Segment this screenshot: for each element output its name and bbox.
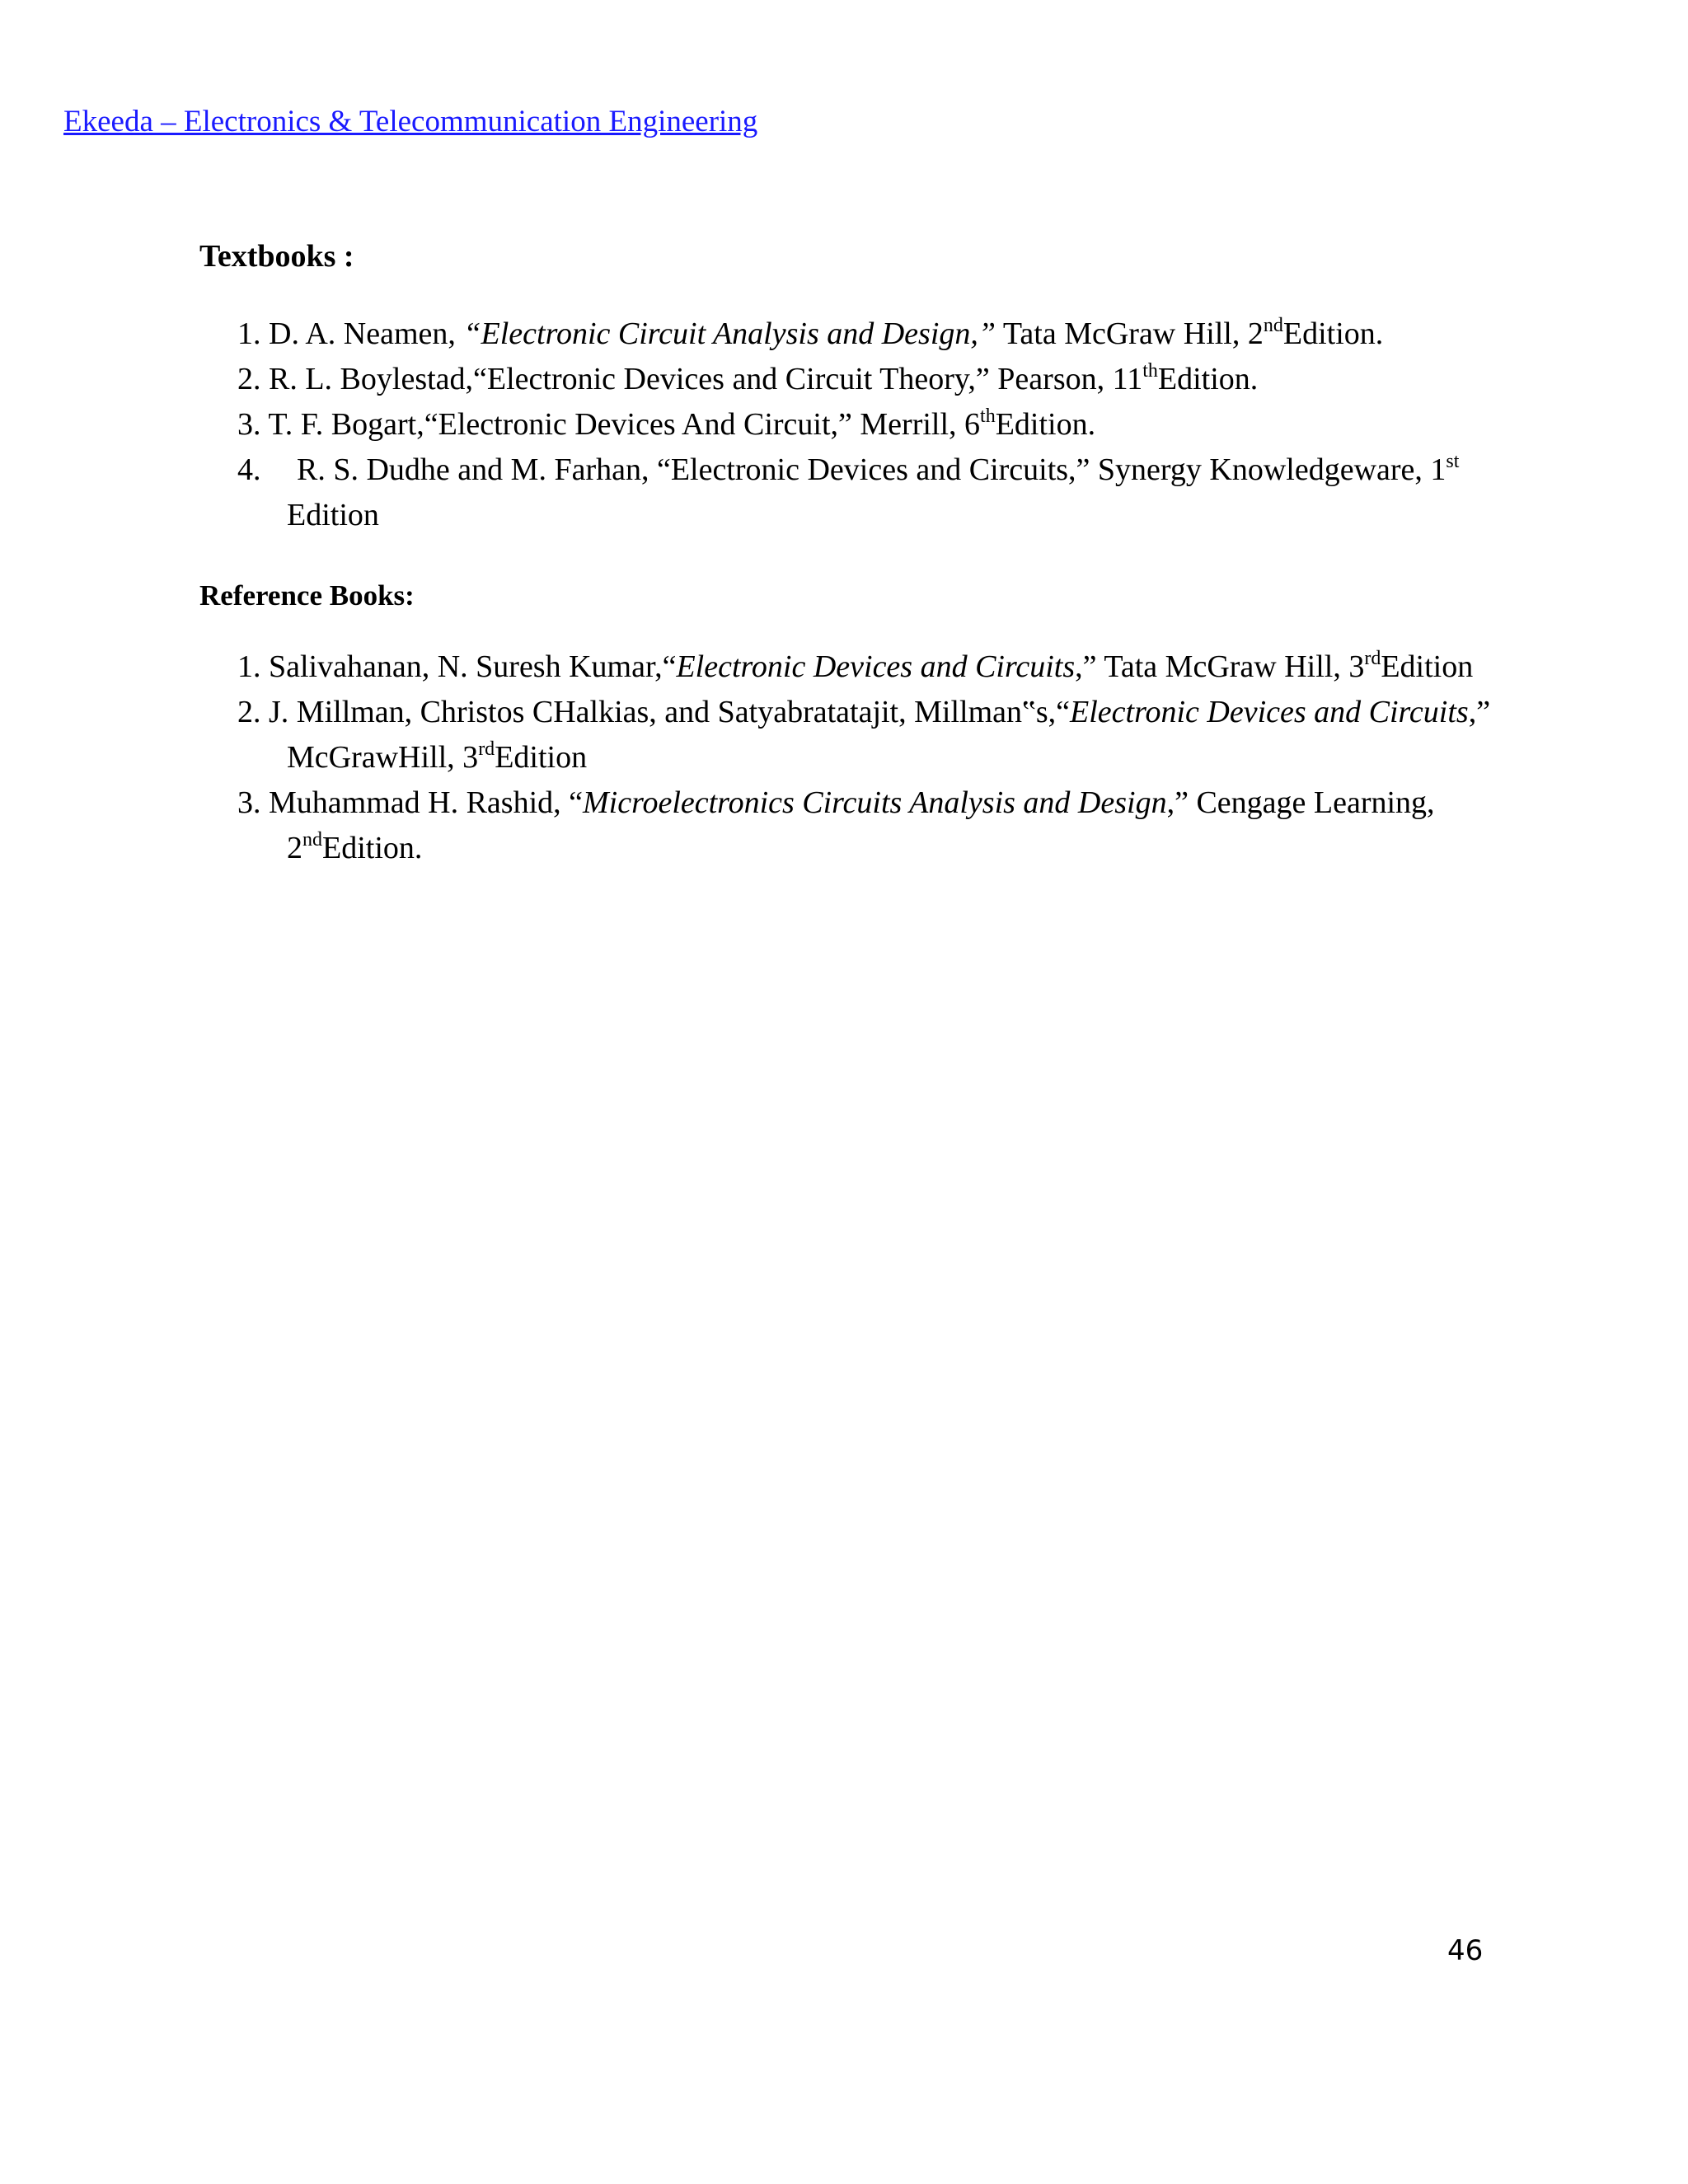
entry-publisher: Pearson, 11 <box>989 362 1143 396</box>
page-number: 46 <box>1447 1934 1484 1967</box>
entry-edition: Edition <box>1381 649 1474 684</box>
entry-publisher: ,” McGrawHill, 3 <box>287 695 1491 775</box>
entry-edition-suffix: th <box>980 405 996 427</box>
entry-number: 1. <box>237 649 261 684</box>
textbooks-list <box>237 312 1523 538</box>
header-link[interactable]: Ekeeda – Electronics & Telecommunication Engineering <box>63 105 758 138</box>
textbook-entry-4 <box>237 448 1523 538</box>
entry-title: “Electronic Devices and Circuit Theory,” <box>473 362 990 396</box>
entry-number: 1. <box>237 316 261 351</box>
entry-publisher: ,” Tata McGraw Hill, 3 <box>1075 649 1365 684</box>
textbook-entry-2 <box>237 357 1523 402</box>
entry-authors: D. A. Neamen, <box>269 316 464 351</box>
entry-number: 2. <box>237 695 261 729</box>
entry-edition-suffix: st <box>1446 451 1460 472</box>
entry-authors: T. F. Bogart, <box>268 407 424 442</box>
entry-authors: J. Millman, Christos CHalkias, and Satyabratatajit, Millman‟s,“ <box>269 695 1071 729</box>
entry-edition: Edition <box>287 498 379 532</box>
entry-title: Microelectronics Circuits Analysis and Design <box>583 785 1167 820</box>
reference-entry-3 <box>237 780 1523 871</box>
entry-edition-suffix: rd <box>478 738 495 760</box>
entry-title: “Electronic Circuit Analysis and Design,” <box>463 316 996 351</box>
entry-authors: Muhammad H. Rashid, “ <box>269 785 584 820</box>
entry-title: “Electronic Devices And Circuit,” <box>424 407 852 442</box>
textbook-entry-1 <box>237 312 1523 357</box>
entry-number: 3. <box>237 785 261 820</box>
entry-title: Electronic Devices and Circuits <box>1070 695 1469 729</box>
entry-edition: Edition <box>495 740 588 775</box>
entry-number: 3. <box>237 407 261 442</box>
entry-title: Electronic Devices and Circuits <box>676 649 1076 684</box>
entry-publisher: Merrill, 6 <box>851 407 981 442</box>
entry-publisher: Synergy Knowledgeware, 1 <box>1090 452 1447 487</box>
entry-edition-suffix: nd <box>302 829 322 851</box>
entry-publisher: ,” Cengage Learning, 2 <box>287 785 1435 865</box>
entry-edition-suffix: nd <box>1263 315 1283 336</box>
entry-edition: Edition. <box>1157 362 1259 396</box>
reference-entry-1 <box>237 644 1523 690</box>
reference-books-list <box>237 644 1523 871</box>
entry-edition-suffix: th <box>1142 360 1158 382</box>
reference-entry-2 <box>237 690 1523 780</box>
entry-edition: Edition. <box>322 831 423 865</box>
entry-authors: R. L. Boylestad, <box>269 362 474 396</box>
textbooks-heading: Textbooks : <box>199 239 354 274</box>
entry-number: 2. <box>237 362 261 396</box>
reference-books-heading: Reference Books: <box>199 579 415 612</box>
entry-authors: R. S. Dudhe and M. Farhan, <box>297 452 657 487</box>
entry-edition: Edition. <box>1282 316 1384 351</box>
entry-authors: Salivahanan, N. Suresh Kumar,“ <box>269 649 677 684</box>
entry-edition-suffix: rd <box>1364 648 1381 669</box>
entry-number: 4. <box>237 452 261 487</box>
textbook-entry-3 <box>237 402 1523 448</box>
entry-edition: Edition. <box>995 407 1096 442</box>
entry-title: “Electronic Devices and Circuits,” <box>656 452 1090 487</box>
entry-publisher: Tata McGraw Hill, 2 <box>996 316 1264 351</box>
